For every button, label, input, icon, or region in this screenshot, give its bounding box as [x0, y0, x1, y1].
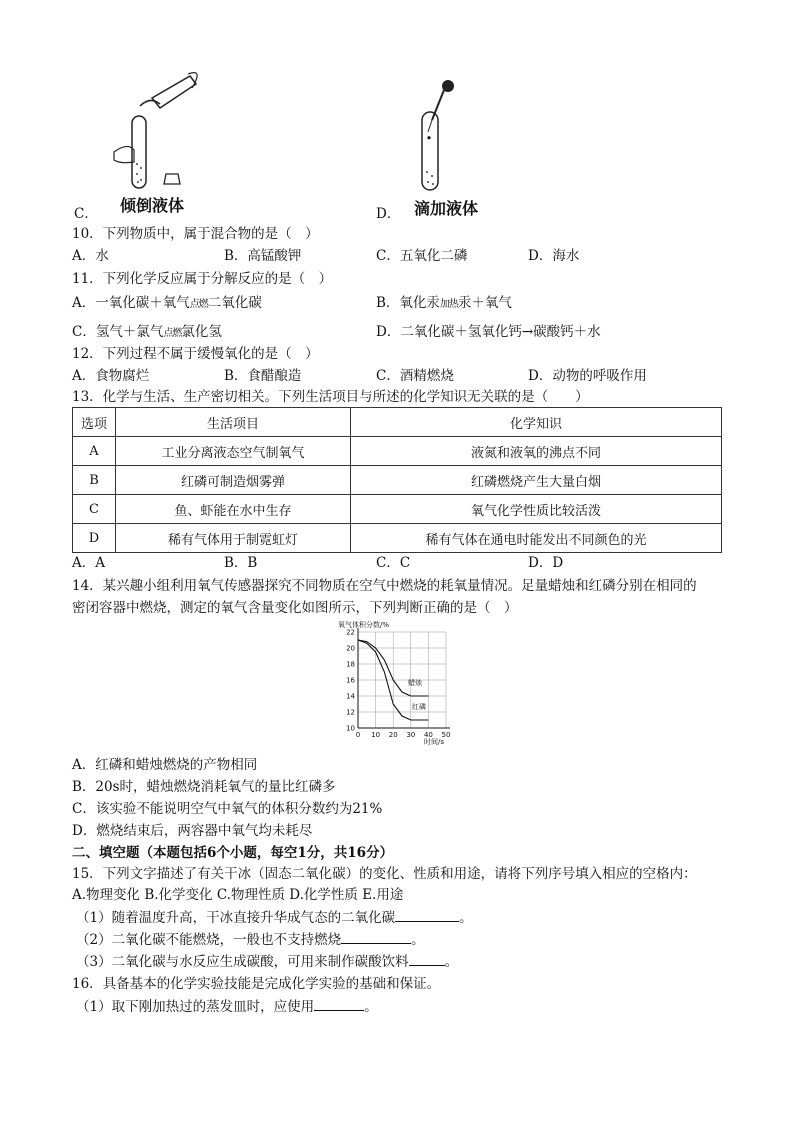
figure-dropping — [410, 76, 460, 196]
q10-option-c: C．五氧化二磷 — [376, 248, 468, 264]
q15-stem: 15．下列文字描述了有关干冰（固态二氧化碳）的变化、性质和用途，请将下列序号填入相应的空格内： — [72, 866, 697, 882]
q15-item-1-text: （1）随着温度升高，干冰直接升华成气态的二氧化碳 — [76, 910, 396, 926]
q10-option-a: A．水 — [72, 248, 109, 264]
table-row — [73, 466, 722, 495]
oxygen-chart — [336, 618, 460, 746]
q15-item-3 — [76, 950, 458, 970]
option-c-label: C． — [74, 206, 98, 222]
q15-blank-2[interactable] — [341, 931, 411, 944]
q13-table — [72, 407, 722, 553]
q11-a-arrow: 点燃 — [189, 299, 208, 310]
dropping-liquid-illustration — [410, 76, 460, 196]
y-tick-label: 16 — [346, 676, 355, 685]
q11-c-arrow: 点燃 — [163, 328, 182, 339]
x-tick-label: 20 — [388, 731, 398, 739]
q13-option-a: A．A — [72, 555, 105, 571]
y-tick-label: 14 — [346, 692, 355, 701]
y-tick-label: 22 — [346, 628, 355, 637]
table-row — [73, 524, 722, 553]
q14-stem-line1: 14．某兴趣小组利用氧气传感器探究不同物质在空气中燃烧的耗氧量情况。足量蜡烛和红磷分别在相同的 — [72, 578, 697, 594]
x-tick-label: 0 — [355, 731, 361, 739]
cell-life-item: 稀有气体用于制霓虹灯 — [116, 524, 351, 553]
q11-b-product: 汞＋氧气 — [457, 295, 512, 311]
cell-chem-knowledge: 氧气化学性质比较活泼 — [351, 495, 722, 524]
chart-ylabel: 氧气体积分数/% — [338, 621, 390, 629]
q16-blank-1[interactable] — [314, 998, 364, 1011]
q11-option-b — [376, 291, 512, 311]
q14-option-d: D．燃烧结束后，两容器中氧气均未耗尽 — [72, 823, 313, 839]
drop-caption: 滴加液体 — [414, 199, 479, 218]
cell-chem-knowledge: 液氮和液氧的沸点不同 — [351, 437, 722, 466]
chart-y-ticks — [346, 629, 355, 733]
q12-option-d: D．动物的呼吸作用 — [528, 368, 647, 384]
section-2-title: 二、填空题（本题包括6个小题，每空1分，共16分） — [72, 845, 394, 861]
x-tick-label: 50 — [441, 731, 451, 739]
q10-option-b: B．高锰酸钾 — [224, 248, 302, 264]
q15-blank-1[interactable] — [395, 909, 459, 922]
q15-item-3-end: 。 — [444, 954, 459, 970]
q13-stem: 13．化学与生活、生产密切相关。下列生活项目与所述的化学知识无关联的是（ ） — [72, 389, 589, 405]
cell-option: C — [73, 495, 116, 524]
q15-choices: A.物理变化 B.化学变化 C.物理性质 D.化学性质 E.用途 — [72, 887, 404, 903]
header-chem-knowledge: 化学知识 — [351, 408, 722, 437]
q16-item-1 — [76, 995, 378, 1015]
q15-item-2 — [76, 928, 425, 948]
q15-blank-3[interactable] — [409, 953, 445, 966]
q10-stem: 10．下列物质中，属于混合物的是（ ） — [72, 226, 319, 242]
q15-item-1-end: 。 — [459, 910, 473, 926]
cell-life-item: 红磷可制造烟雾弹 — [116, 466, 351, 495]
q11-a-reactants: A．一氧化碳＋氧气 — [72, 295, 190, 311]
cell-option: D — [73, 524, 116, 553]
q11-c-product: 氯化氢 — [181, 324, 222, 340]
q14-option-c: C．该实验不能说明空气中氧气的体积分数约为21% — [72, 801, 383, 817]
y-tick-label: 12 — [346, 708, 355, 717]
q12-option-b: B．食醋酿造 — [224, 368, 302, 384]
q12-option-a: A．食物腐烂 — [72, 368, 150, 384]
header-life-item: 生活项目 — [116, 408, 351, 437]
q11-stem: 11．下列化学反应属于分解反应的是（ ） — [72, 271, 333, 287]
pouring-liquid-illustration — [100, 68, 220, 196]
series-label-candle: 蜡烛 — [408, 679, 422, 687]
table-header-row — [73, 408, 722, 437]
cell-life-item: 工业分离液态空气制氧气 — [116, 437, 351, 466]
table-row — [73, 495, 722, 524]
q11-b-arrow: 加热 — [439, 299, 458, 310]
q15-item-1 — [76, 906, 473, 926]
q15-item-2-end: 。 — [411, 932, 425, 948]
cell-option: A — [73, 437, 116, 466]
chart-xlabel: 时间/s — [424, 738, 445, 746]
x-tick-label: 30 — [406, 731, 416, 739]
pour-caption: 倾倒液体 — [120, 196, 185, 215]
table-row — [73, 437, 722, 466]
q14-option-b: B．20s时，蜡烛燃烧消耗氧气的量比红磷多 — [72, 779, 336, 795]
q11-option-c — [72, 320, 222, 340]
q16-stem: 16．具备基本的化学实验技能是完成化学实验的基础和保证。 — [72, 976, 441, 992]
y-tick-label: 18 — [346, 660, 355, 669]
q14-option-a: A．红磷和蜡烛燃烧的产物相同 — [72, 757, 258, 773]
q12-option-c: C．酒精燃烧 — [376, 368, 454, 384]
q14-stem-line2: 密闭容器中燃烧，测定的氧气含量变化如图所示，下列判断正确的是（ ） — [72, 600, 518, 616]
q13-option-b: B．B — [224, 555, 258, 571]
q12-stem: 12．下列过程不属于缓慢氧化的是（ ） — [72, 346, 319, 362]
q11-a-product: 二氧化碳 — [207, 295, 262, 311]
cell-chem-knowledge: 红磷燃烧产生大量白烟 — [351, 466, 722, 495]
cell-life-item: 鱼、虾能在水中生存 — [116, 495, 351, 524]
q10-option-d: D．海水 — [528, 248, 580, 264]
q11-b-reactants: B．氧化汞 — [376, 295, 440, 311]
q11-c-reactants: C．氢气＋氯气 — [72, 324, 164, 340]
q16-item-1-end: 。 — [364, 999, 378, 1015]
q13-option-c: C．C — [376, 555, 411, 571]
q16-item-1-text: （1）取下刚加热过的蒸发皿时，应使用 — [76, 999, 315, 1015]
option-d-label: D． — [376, 206, 401, 222]
x-tick-label: 40 — [423, 731, 433, 739]
y-tick-label: 10 — [346, 724, 355, 733]
chart-grid — [358, 632, 446, 728]
q15-item-3-text: （3）二氧化碳与水反应生成碳酸，可用来制作碳酸饮料 — [76, 954, 409, 970]
figure-pouring — [100, 68, 220, 196]
header-option: 选项 — [73, 408, 116, 437]
q13-option-d: D．D — [528, 555, 564, 571]
chart-axes — [358, 628, 450, 728]
cell-option: B — [73, 466, 116, 495]
x-tick-label: 10 — [371, 731, 381, 739]
cell-chem-knowledge: 稀有气体在通电时能发出不同颜色的光 — [351, 524, 722, 553]
q11-option-d: D．二氧化碳＋氢氧化钙→碳酸钙＋水 — [376, 324, 601, 340]
q15-item-2-text: （2）二氧化碳不能燃烧，一般也不支持燃烧 — [76, 932, 342, 948]
series-label-phosphorus: 红磷 — [412, 703, 426, 711]
q11-option-a — [72, 291, 262, 311]
y-tick-label: 20 — [346, 644, 355, 653]
